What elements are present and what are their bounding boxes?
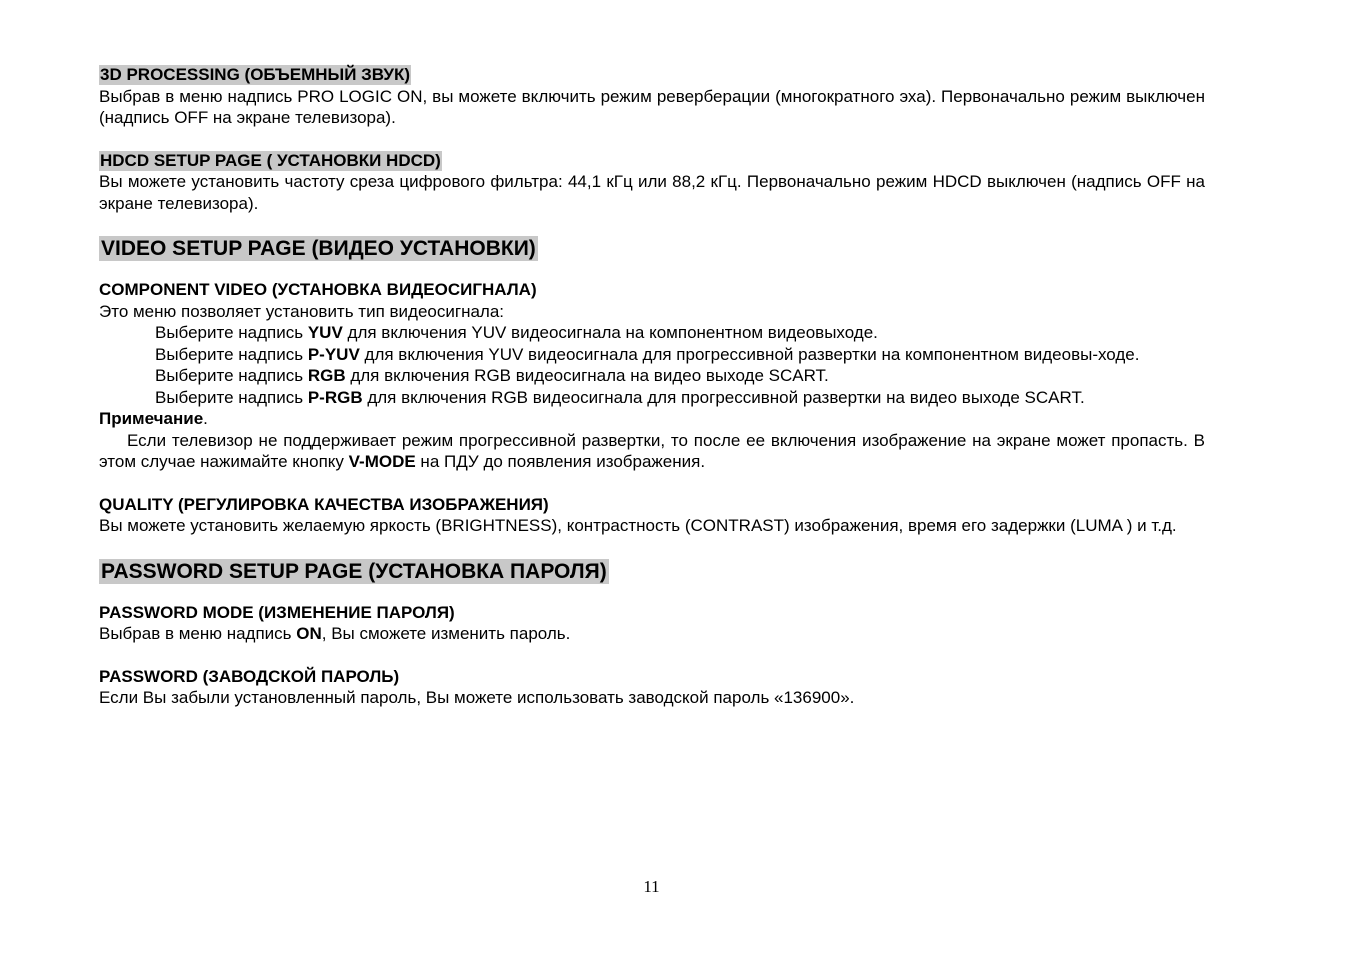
spacer — [99, 261, 1205, 279]
list-item-p-rgb: Выберите надпись P-RGB для включения RGB видеосигнала для прогрессивной развертки на видео выходе SCART. — [155, 387, 1085, 407]
spacer — [99, 537, 1205, 559]
note-label: Примечание. — [99, 409, 208, 428]
spacer — [99, 129, 1205, 150]
heading-component-video: COMPONENT VIDEO (УСТАНОВКА ВИДЕОСИГНАЛА) — [99, 280, 537, 299]
heading-3d-processing: 3D PROCESSING (ОБЪЕМНЫЙ ЗВУК) — [100, 65, 411, 84]
paragraph-password-mode: Выбрав в меню надпись ON, Вы сможете изменить пароль. — [99, 624, 571, 643]
heading-hdcd-setup: HDCD SETUP PAGE ( УСТАНОВКИ HDCD) — [100, 150, 441, 170]
list-item-rgb: Выберите надпись RGB для включения RGB видеосигнала на видео выходе SCART. — [155, 366, 829, 385]
spacer — [99, 645, 1205, 666]
spacer — [99, 584, 1205, 602]
paragraph-hdcd-setup: Вы можете установить частоту среза цифрового фильтра: 44,1 кГц или 88,2 кГц. Первоначально режим HDCD выключен (надпись OFF на экране телевизора). — [99, 172, 1205, 213]
page-number: 11 — [643, 877, 660, 896]
paragraph-quality: Вы можете установить желаемую яркость (BRIGHTNESS), контрастность (CONTRAST) изображения, время его задержки (LUMA ) и т.д. — [99, 516, 1177, 535]
note-text: Если телевизор не поддерживает режим прогрессивной развертки, то после ее включения изображение на экране может пропасть. В этом случае нажимайте кнопку V-MODE на ПДУ до появления изображения. — [99, 430, 1205, 471]
heading-quality: QUALITY (РЕГУЛИРОВКА КАЧЕСТВА ИЗОБРАЖЕНИЯ) — [99, 494, 549, 514]
heading-password: PASSWORD (ЗАВОДСКОЙ ПАРОЛЬ) — [99, 666, 400, 686]
paragraph-component-intro: Это меню позволяет установить тип видеосигнала: — [99, 301, 505, 321]
list-item-p-yuv: Выберите надпись P-YUV для включения YUV видеосигнала для прогрессивной развертки на компонентном видеовы-ходе. — [155, 344, 1140, 364]
paragraph-password: Если Вы забыли установленный пароль, Вы можете использовать заводской пароль «136900». — [99, 688, 855, 707]
heading-password-mode: PASSWORD MODE (ИЗМЕНЕНИЕ ПАРОЛЯ) — [99, 602, 455, 622]
paragraph-3d-processing: Выбрав в меню надпись PRO LOGIC ON, вы можете включить режим реверберации (многократного эха). Первоначально режим выключен (надпись OFF на экране телевизора). — [99, 86, 1205, 127]
spacer — [99, 473, 1205, 494]
list-item-yuv: Выберите надпись YUV для включения YUV видеосигнала на компонентном видеовыходе. — [155, 323, 878, 342]
section-heading-video-setup: VIDEO SETUP PAGE (ВИДЕО УСТАНОВКИ) — [101, 237, 536, 260]
section-heading-password-setup: PASSWORD SETUP PAGE (УСТАНОВКА ПАРОЛЯ) — [101, 559, 607, 583]
document-page — [99, 64, 1205, 709]
spacer — [99, 214, 1205, 236]
